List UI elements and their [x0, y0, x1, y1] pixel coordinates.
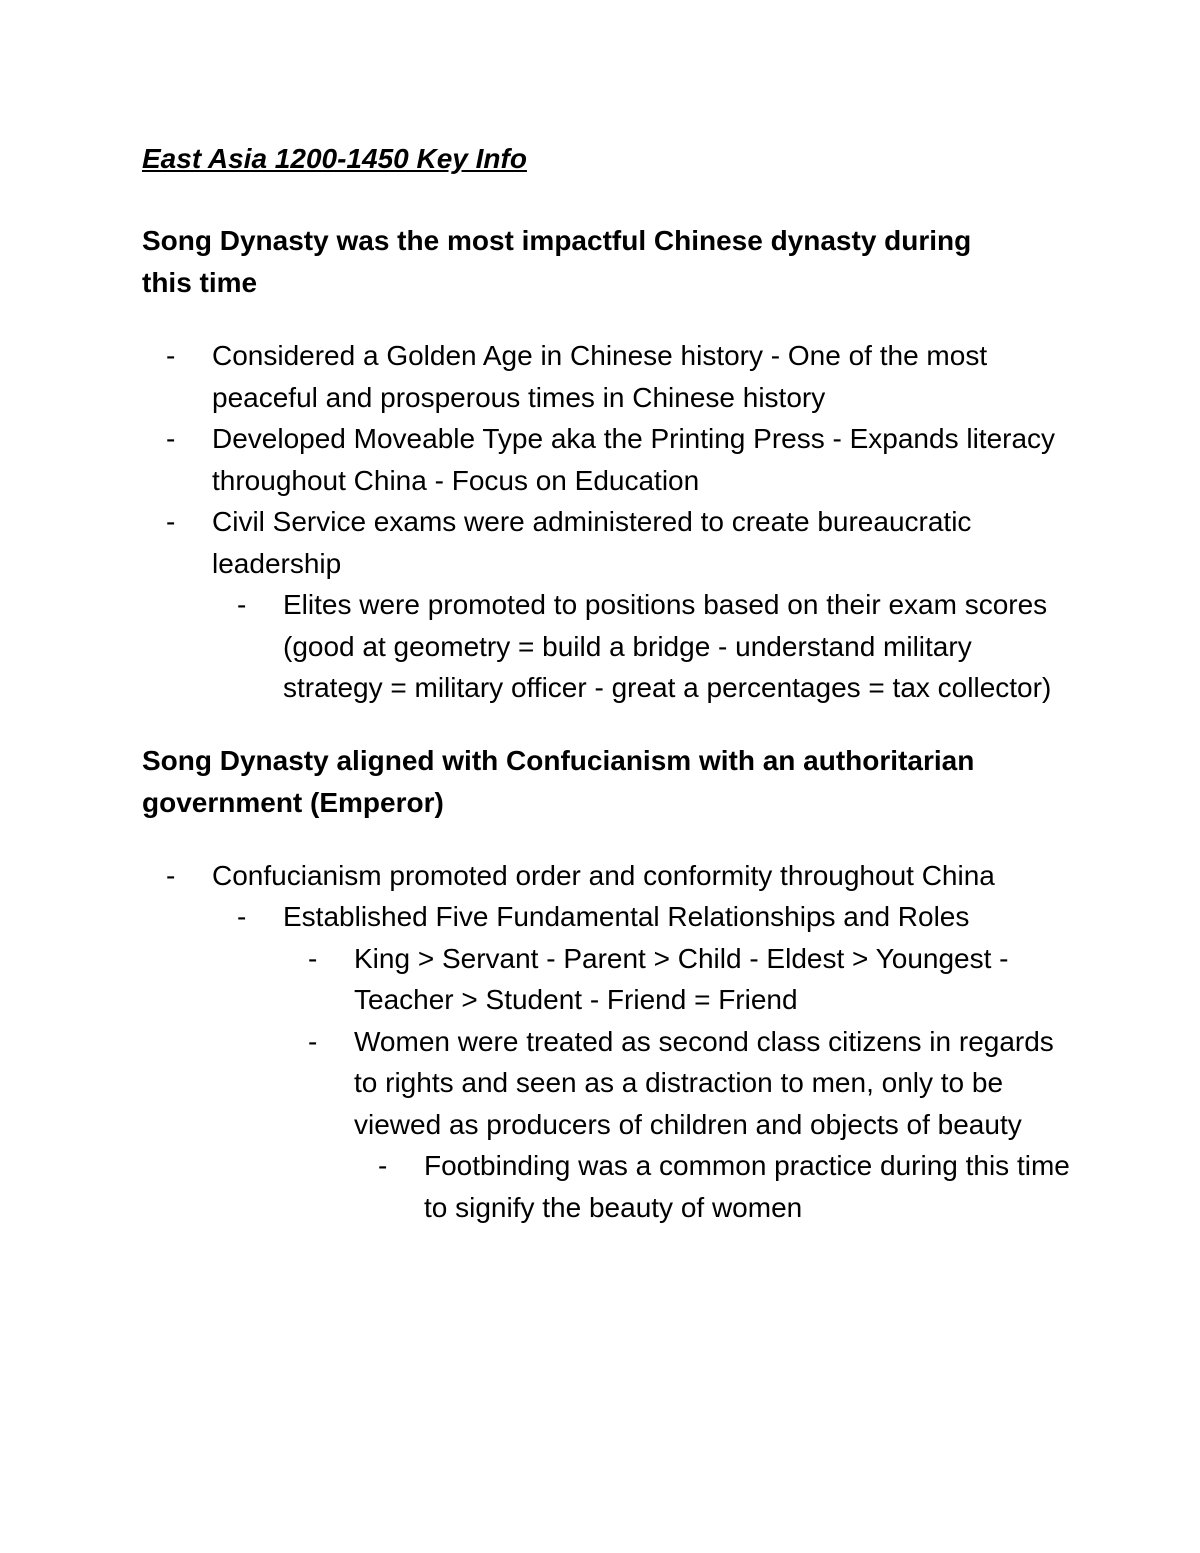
- bullet-dash: -: [237, 901, 247, 932]
- section-heading-confucianism: Song Dynasty aligned with Confucianism with an authoritarian government (Emperor): [142, 744, 975, 818]
- list-item-nested: [213, 896, 1072, 938]
- bullet-dash: -: [308, 942, 318, 974]
- bullet-dash: -: [166, 506, 176, 537]
- list-item-text: Women were treated as second class citizens in regards to rights and seen as a distraction to men, only to be viewed as producers of children and objects of beauty: [354, 1025, 1054, 1140]
- list-item-text: Elites were promoted to positions based on their exam scores (good at geometry = build a bridge - understand military strategy = military officer - great a percentages = tax collector): [283, 589, 1052, 703]
- bullet-dash: -: [166, 423, 176, 454]
- list-item: [142, 418, 1072, 501]
- list-item-nested: [354, 1145, 1072, 1228]
- list-item-text: Civil Service exams were administered to create bureaucratic leadership: [212, 506, 972, 579]
- bullet-list-confucianism: [142, 855, 1072, 1229]
- list-item: [142, 501, 1072, 584]
- list-item-text: Established Five Fundamental Relationships and Roles: [283, 901, 970, 932]
- list-item-nested: [284, 1021, 1072, 1146]
- bullet-list-song-dynasty-impact: [142, 335, 1072, 709]
- list-item: [142, 855, 1072, 897]
- document-page: [142, 138, 1072, 1228]
- section-heading-song-dynasty-impact: Song Dynasty was the most impactful Chinese dynasty during this time: [142, 225, 972, 298]
- list-item-text: Footbinding was a common practice during this time to signify the beauty of women: [424, 1150, 1070, 1223]
- list-item-text: Considered a Golden Age in Chinese history - One of the most peaceful and prosperous times in Chinese history: [212, 340, 988, 413]
- bullet-dash: -: [166, 859, 176, 891]
- list-item-nested: [284, 938, 1072, 1021]
- bullet-dash: -: [166, 340, 176, 371]
- list-item-nested: [213, 584, 1072, 709]
- document-title: East Asia 1200-1450 Key Info: [142, 143, 527, 174]
- list-item: [142, 335, 1072, 418]
- bullet-dash: -: [237, 589, 247, 620]
- list-item-text: Developed Moveable Type aka the Printing Press - Expands literacy throughout China - Focus on Education: [212, 423, 1056, 496]
- bullet-dash: -: [308, 1025, 318, 1057]
- list-item-text: King > Servant - Parent > Child - Eldest > Youngest - Teacher > Student - Friend = Friend: [354, 942, 1009, 1015]
- bullet-dash: -: [378, 1150, 388, 1181]
- list-item-text: Confucianism promoted order and conformity throughout China: [212, 859, 995, 891]
